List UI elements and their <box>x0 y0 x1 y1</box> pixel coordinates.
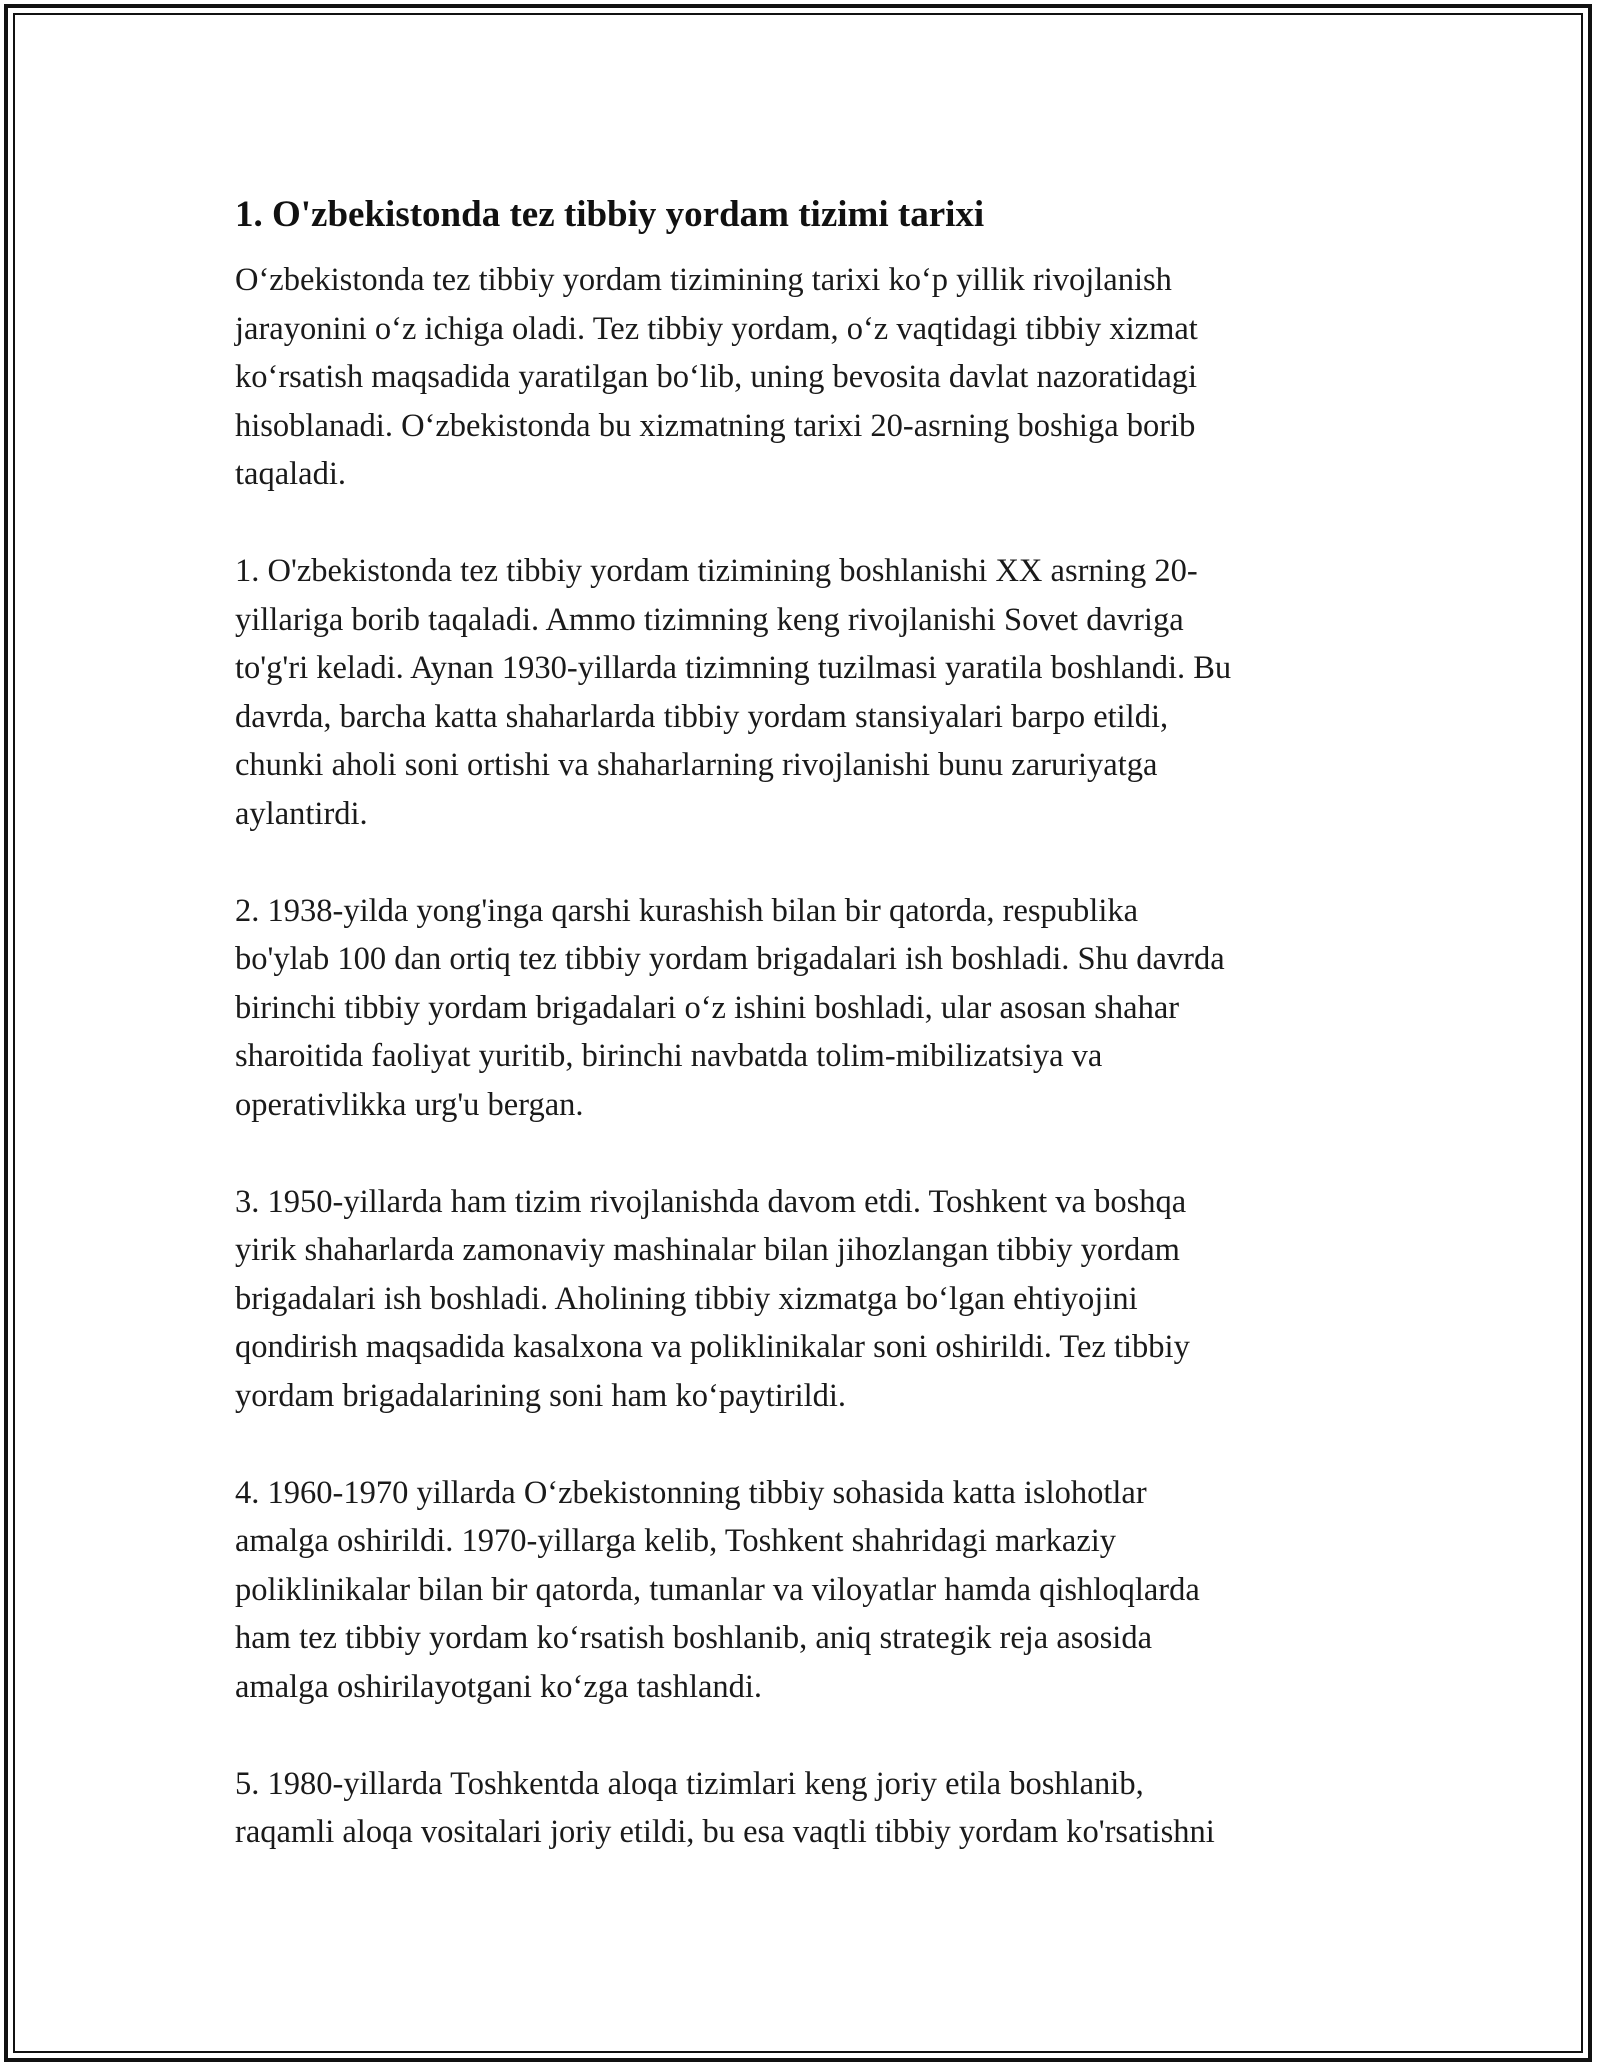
text-line: davrda, barcha katta shaharlarda tibbiy yordam stansiyalari barpo etildi, <box>235 698 1169 735</box>
text-line: bo'ylab 100 dan ortiq tez tibbiy yordam brigadalari ish boshladi. Shu davrda <box>235 941 1225 977</box>
document-title: 1. O'zbekistonda tez tibbiy yordam tizimi tarixi <box>235 194 985 235</box>
text-line: 1. O'zbekistonda tez tibbiy yordam tizimining boshlanishi XX asrning 20- <box>235 553 1198 589</box>
paragraph-item-1 <box>235 547 1385 838</box>
text-line: brigadalari ish boshladi. Aholining tibbiy xizmatga bo‘lgan ehtiyojini <box>235 1280 1138 1317</box>
text-line: hisoblanadi. O‘zbekistonda bu xizmatning tarixi 20-asrning boshiga borib <box>235 407 1196 444</box>
text-line: sharoitida faoliyat yuritib, birinchi navbatda tolim-mibilizatsiya va <box>235 1038 1103 1074</box>
text-line: amalga oshirildi. 1970-yillarga kelib, Toshkent shahridagi markaziy <box>235 1523 1117 1559</box>
text-line: 5. 1980-yillarda Toshkentda aloqa tizimlari keng joriy etila boshlanib, <box>235 1765 1144 1802</box>
paragraph-intro <box>235 256 1385 499</box>
text-line: chunki aholi soni ortishi va shaharlarning rivojlanishi bunu zaruriyatga <box>235 747 1158 783</box>
text-line: amalga oshirilayotgani ko‘zga tashlandi. <box>235 1668 763 1705</box>
paragraph-item-5 <box>235 1760 1385 1857</box>
text-line: yordam brigadalarining soni ham ko‘paytirildi. <box>235 1377 847 1414</box>
text-line: yirik shaharlarda zamonaviy mashinalar bilan jihozlangan tibbiy yordam <box>235 1232 1180 1268</box>
text-line: yillariga borib taqaladi. Ammo tizimning keng rivojlanishi Sovet davriga <box>235 601 1184 638</box>
text-line: taqaladi. <box>235 456 346 492</box>
text-line: 2. 1938-yilda yong'inga qarshi kurashish bilan bir qatorda, respublika <box>235 892 1139 929</box>
text-line: birinchi tibbiy yordam brigadalari o‘z ishini boshladi, ular asosan shahar <box>235 989 1180 1026</box>
text-line: 3. 1950-yillarda ham tizim rivojlanishda davom etdi. Toshkent va boshqa <box>235 1183 1187 1220</box>
document-body <box>235 188 1385 1857</box>
text-line: ham tez tibbiy yordam ko‘rsatish boshlanib, aniq strategik reja asosida <box>235 1620 1152 1656</box>
text-line: qondirish maqsadida kasalxona va poliklinikalar soni oshirildi. Tez tibbiy <box>235 1329 1190 1365</box>
text-line: ko‘rsatish maqsadida yaratilgan bo‘lib, uning bevosita davlat nazoratidagi <box>235 359 1198 395</box>
text-line: raqamli aloqa vositalari joriy etildi, bu esa vaqtli tibbiy yordam ko'rsatishni <box>235 1814 1215 1850</box>
paragraph-item-4 <box>235 1469 1385 1712</box>
text-line: to'g'ri keladi. Aynan 1930-yillarda tizimning tuzilmasi yaratila boshlandi. Bu <box>235 650 1232 686</box>
paragraph-item-3 <box>235 1178 1385 1421</box>
text-line: jarayonini o‘z ichiga oladi. Tez tibbiy yordam, o‘z vaqtidagi tibbiy xizmat <box>235 310 1198 347</box>
paragraph-item-2 <box>235 887 1385 1130</box>
text-line: 4. 1960-1970 yillarda O‘zbekistonning tibbiy sohasida katta islohotlar <box>235 1474 1147 1511</box>
text-line: aylantirdi. <box>235 795 368 832</box>
text-line: O‘zbekistonda tez tibbiy yordam tizimining tarixi ko‘p yillik rivojlanish <box>235 262 1172 298</box>
text-line: operativlikka urg'u bergan. <box>235 1086 584 1123</box>
text-line: poliklinikalar bilan bir qatorda, tumanlar va viloyatlar hamda qishloqlarda <box>235 1571 1200 1608</box>
